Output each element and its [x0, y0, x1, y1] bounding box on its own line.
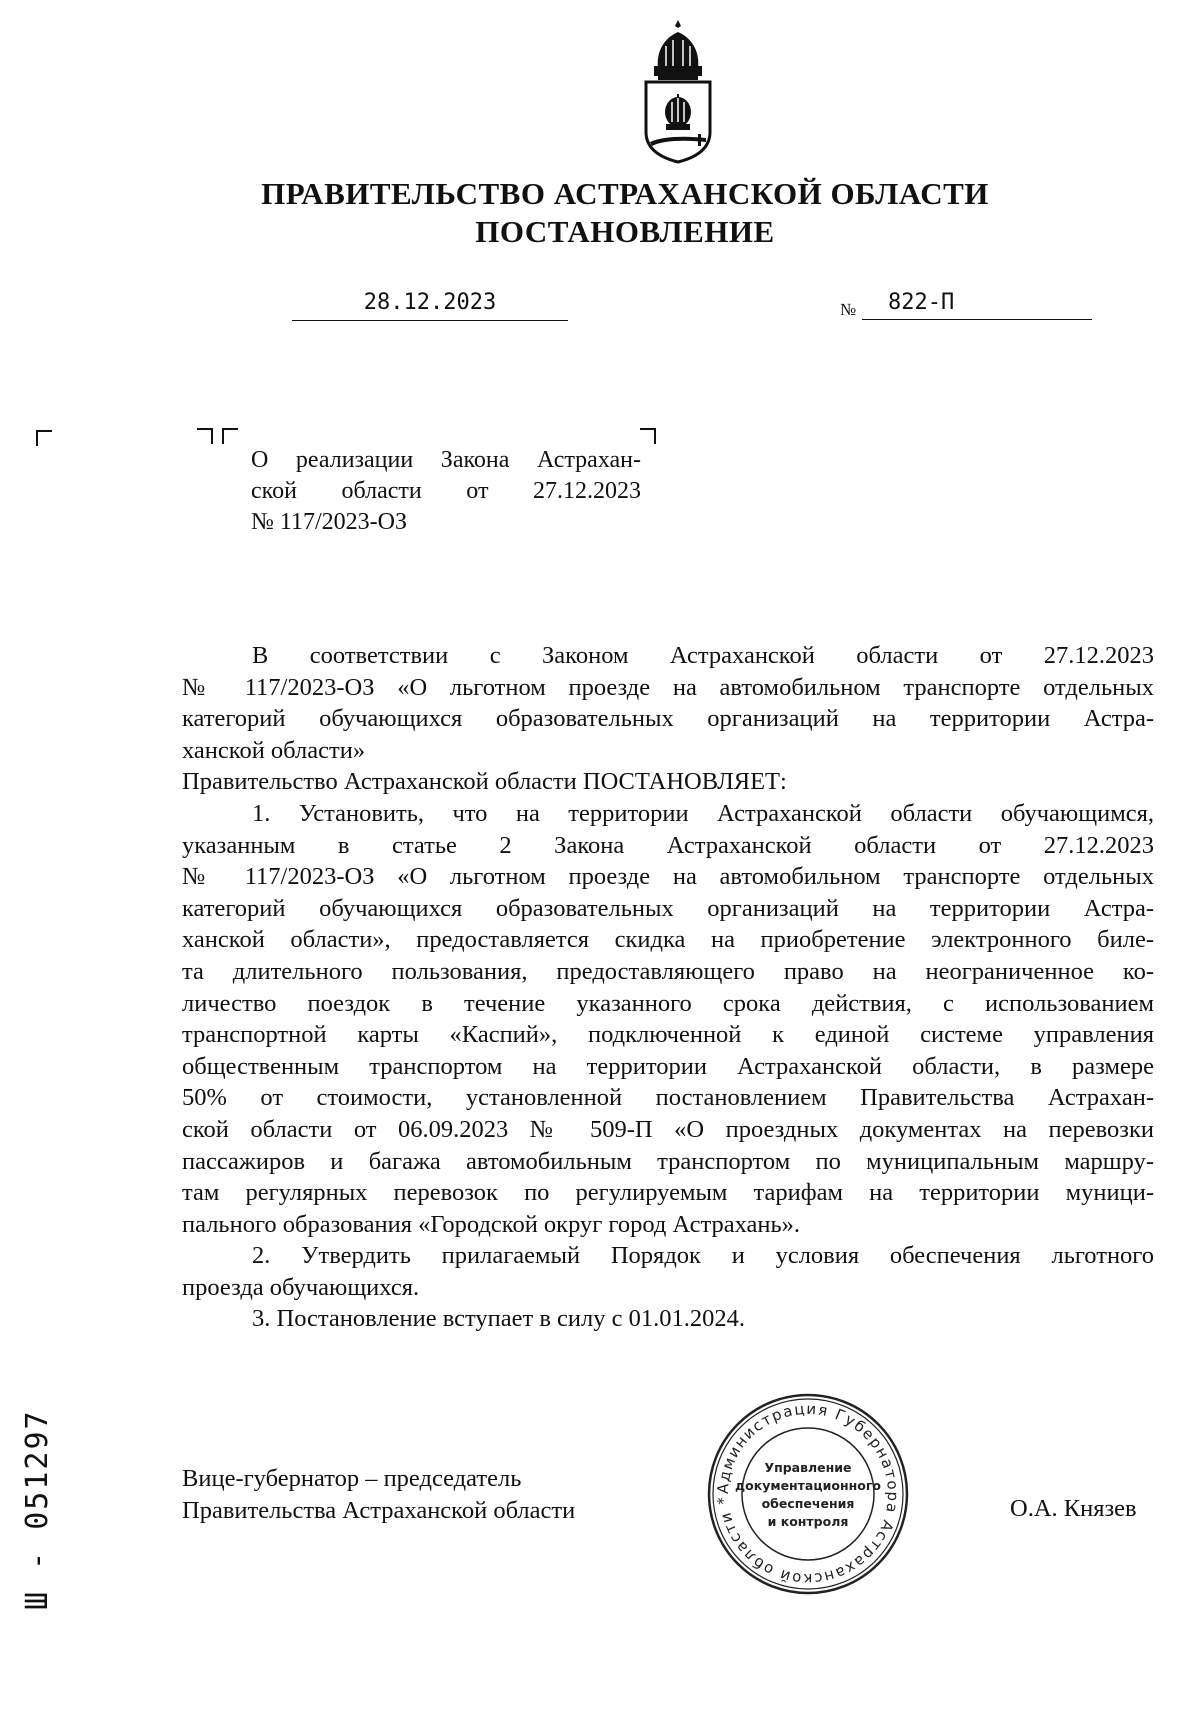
signer-position-line: Вице-губернатор – председатель [182, 1465, 522, 1492]
text-line: указанным в статье 2 Закона Астраханской области от 27.12.2023 [182, 831, 1154, 859]
corner-mark-subject-right [640, 428, 656, 444]
clause-2-paragraph [182, 1240, 1154, 1303]
signer-position [182, 1463, 575, 1527]
corner-mark-subject-start [222, 428, 238, 444]
text-line: личество поездок в течение указанного срока действия, с использованием [182, 989, 1154, 1017]
stamp-line: обеспечения [761, 1496, 855, 1511]
svg-text:Администрация Губернатора Астр: Администрация Губернатора Астраханской области * [713, 1399, 903, 1589]
text-line: 2. Утвердить прилагаемый Порядок и условия обеспечения льготного [252, 1242, 1154, 1270]
text-line: пального образования «Городской округ город Астрахань». [182, 1210, 801, 1238]
stamp-line: и контроля [767, 1514, 849, 1529]
coat-of-arms-emblem [628, 16, 728, 166]
subject-line: ской области от 27.12.2023 [251, 478, 641, 504]
corner-mark-subject-left-end [197, 428, 213, 444]
text-line: № 117/2023-ОЗ «О льготном проезде на автомобильном транспорте отдельных [182, 863, 1154, 891]
text-line: 1. Установить, что на территории Астраханской области обучающимся, [252, 799, 1154, 827]
official-stamp [706, 1392, 910, 1596]
number-sign: № [840, 300, 857, 319]
text-line: В соответствии с Законом Астраханской области от 27.12.2023 [252, 642, 1154, 669]
text-line: там регулярных перевозок по регулируемым тарифам на территории муници- [182, 1179, 1154, 1207]
preamble-paragraph [182, 640, 1154, 766]
text-line: 50% от стоимости, установленной постановлением Правительства Астрахан- [182, 1084, 1154, 1112]
text-line: Правительство Астраханской области ПОСТАНОВЛЯЕТ: [182, 768, 787, 796]
subject-line: О реализации Закона Астрахан- [251, 447, 641, 473]
text-line: пассажиров и багажа автомобильным транспортом по муниципальным маршру- [182, 1147, 1154, 1175]
signer-position-line: Правительства Астраханской области [182, 1497, 576, 1524]
clause-1-paragraph [182, 798, 1154, 1240]
text-line: категорий обучающихся образовательных организаций на территории Астра- [182, 894, 1154, 922]
subject-line: № 117/2023-ОЗ [251, 509, 408, 535]
document-subject [251, 445, 641, 538]
stamp-line: документационного [735, 1478, 881, 1493]
stamp-line: Управление [764, 1460, 852, 1475]
text-line: 3. Постановление вступает в силу с 01.01.2024. [252, 1305, 746, 1333]
document-type: ПОСТАНОВЛЕНИЕ [475, 214, 775, 249]
text-line: транспортной карты «Каспий», подключенной к единой системе управления [182, 1021, 1154, 1049]
text-line: ханской области», предоставляется скидка на приобретение электронного биле- [182, 926, 1154, 954]
text-line: проезда обучающихся. [182, 1273, 420, 1301]
resolution-paragraph [182, 766, 1154, 798]
text-line: общественным транспортом на территории Астраханской области, в размере [182, 1052, 1154, 1080]
text-line: категорий обучающихся образовательных организаций на территории Астра- [182, 705, 1154, 733]
margin-registration-code: Ш - 051297 [20, 1409, 55, 1610]
text-line: ханской области» [182, 736, 366, 764]
clause-3-paragraph [182, 1303, 1154, 1335]
corner-mark-left [36, 430, 52, 446]
document-date: 28.12.2023 [292, 290, 568, 321]
organization-title: ПРАВИТЕЛЬСТВО АСТРАХАНСКОЙ ОБЛАСТИ [261, 176, 989, 211]
text-line: та длительного пользования, предоставляющего право на неограниченное ко- [182, 957, 1154, 985]
text-line: № 117/2023-ОЗ «О льготном проезде на автомобильном транспорте отдельных [182, 673, 1154, 701]
document-body [182, 640, 1154, 1335]
signer-name: О.А. Князев [1010, 1495, 1137, 1522]
text-line: ской области от 06.09.2023 № 509-П «О проездных документах на перевозки [182, 1115, 1154, 1143]
document-number: 822-П [862, 290, 1092, 320]
